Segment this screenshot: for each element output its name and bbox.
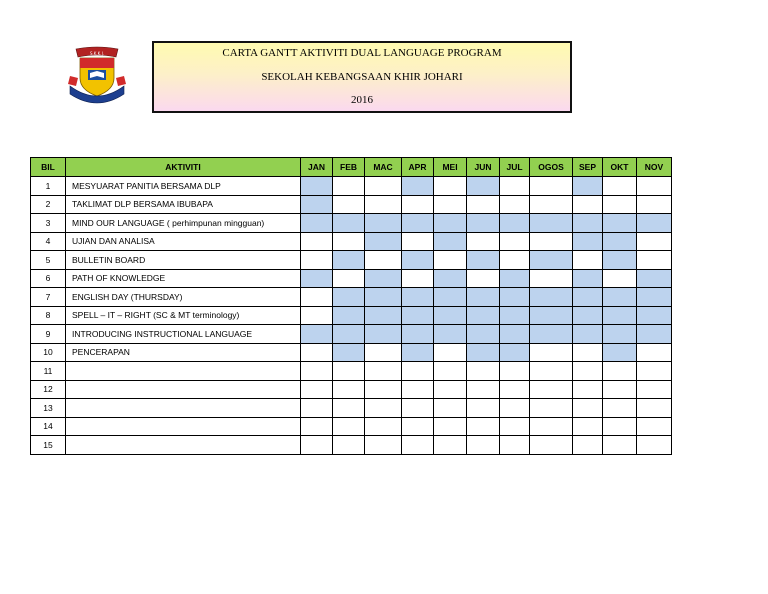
scheduled-month-cell	[530, 251, 573, 270]
activity-name: PENCERAPAN	[66, 343, 301, 362]
scheduled-month-cell	[333, 343, 365, 362]
row-number: 8	[31, 306, 66, 325]
scheduled-month-cell	[365, 288, 402, 307]
month-cell	[365, 343, 402, 362]
scheduled-month-cell	[467, 288, 500, 307]
month-cell	[530, 269, 573, 288]
scheduled-month-cell	[637, 288, 672, 307]
month-cell	[365, 380, 402, 399]
gantt-body	[31, 177, 672, 455]
month-cell	[301, 343, 333, 362]
month-cell	[365, 195, 402, 214]
month-cell	[467, 195, 500, 214]
month-cell	[467, 380, 500, 399]
scheduled-month-cell	[333, 325, 365, 344]
month-cell	[637, 343, 672, 362]
month-cell	[500, 380, 530, 399]
month-cell	[637, 195, 672, 214]
row-number: 1	[31, 177, 66, 196]
activity-name	[66, 436, 301, 455]
month-cell	[603, 399, 637, 418]
month-cell	[603, 269, 637, 288]
scheduled-month-cell	[637, 214, 672, 233]
activity-name	[66, 399, 301, 418]
scheduled-month-cell	[573, 214, 603, 233]
table-row	[31, 269, 672, 288]
month-cell	[637, 251, 672, 270]
scheduled-month-cell	[530, 325, 573, 344]
scheduled-month-cell	[500, 214, 530, 233]
month-cell	[530, 380, 573, 399]
month-cell	[603, 195, 637, 214]
month-cell	[333, 269, 365, 288]
month-cell	[402, 399, 434, 418]
row-number: 9	[31, 325, 66, 344]
table-row	[31, 306, 672, 325]
scheduled-month-cell	[365, 232, 402, 251]
row-number: 15	[31, 436, 66, 455]
month-cell	[402, 269, 434, 288]
scheduled-month-cell	[333, 251, 365, 270]
table-row	[31, 232, 672, 251]
month-cell	[637, 380, 672, 399]
table-row	[31, 436, 672, 455]
month-cell	[333, 195, 365, 214]
month-cell	[603, 417, 637, 436]
activity-name	[66, 362, 301, 381]
row-number: 10	[31, 343, 66, 362]
row-number: 4	[31, 232, 66, 251]
month-cell	[637, 232, 672, 251]
month-cell	[365, 177, 402, 196]
table-row	[31, 195, 672, 214]
month-cell	[530, 177, 573, 196]
row-number: 5	[31, 251, 66, 270]
scheduled-month-cell	[333, 214, 365, 233]
scheduled-month-cell	[402, 325, 434, 344]
column-header-mei: MEI	[434, 158, 467, 177]
scheduled-month-cell	[500, 343, 530, 362]
month-cell	[637, 362, 672, 381]
activity-name: PATH OF KNOWLEDGE	[66, 269, 301, 288]
activity-name: BULLETIN BOARD	[66, 251, 301, 270]
scheduled-month-cell	[365, 214, 402, 233]
scheduled-month-cell	[573, 325, 603, 344]
month-cell	[301, 251, 333, 270]
month-cell	[301, 362, 333, 381]
month-cell	[365, 251, 402, 270]
month-cell	[573, 417, 603, 436]
month-cell	[637, 417, 672, 436]
month-cell	[365, 399, 402, 418]
month-cell	[467, 399, 500, 418]
scheduled-month-cell	[573, 177, 603, 196]
scheduled-month-cell	[301, 177, 333, 196]
activity-name	[66, 380, 301, 399]
month-cell	[402, 436, 434, 455]
scheduled-month-cell	[467, 214, 500, 233]
scheduled-month-cell	[402, 306, 434, 325]
scheduled-month-cell	[402, 343, 434, 362]
month-cell	[637, 436, 672, 455]
month-cell	[333, 399, 365, 418]
scheduled-month-cell	[530, 288, 573, 307]
scheduled-month-cell	[637, 325, 672, 344]
column-header-apr: APR	[402, 158, 434, 177]
column-header-sep: SEP	[573, 158, 603, 177]
month-cell	[603, 177, 637, 196]
month-cell	[500, 232, 530, 251]
month-cell	[500, 177, 530, 196]
month-cell	[530, 436, 573, 455]
column-header-feb: FEB	[333, 158, 365, 177]
month-cell	[434, 343, 467, 362]
month-cell	[434, 362, 467, 381]
month-cell	[301, 436, 333, 455]
table-row	[31, 380, 672, 399]
month-cell	[434, 251, 467, 270]
month-cell	[467, 362, 500, 381]
column-header-nov: NOV	[637, 158, 672, 177]
month-cell	[301, 306, 333, 325]
month-cell	[573, 251, 603, 270]
month-cell	[573, 343, 603, 362]
scheduled-month-cell	[573, 306, 603, 325]
month-cell	[402, 380, 434, 399]
month-cell	[573, 436, 603, 455]
scheduled-month-cell	[573, 288, 603, 307]
month-cell	[603, 380, 637, 399]
column-header-jul: JUL	[500, 158, 530, 177]
document-title: CARTA GANTT AKTIVITI DUAL LANGUAGE PROGRAM	[222, 47, 502, 59]
month-cell	[500, 195, 530, 214]
table-row	[31, 214, 672, 233]
scheduled-month-cell	[467, 251, 500, 270]
row-number: 14	[31, 417, 66, 436]
month-cell	[530, 417, 573, 436]
row-number: 2	[31, 195, 66, 214]
scheduled-month-cell	[603, 288, 637, 307]
scheduled-month-cell	[603, 251, 637, 270]
month-cell	[365, 362, 402, 381]
scheduled-month-cell	[467, 343, 500, 362]
month-cell	[530, 362, 573, 381]
month-cell	[402, 232, 434, 251]
scheduled-month-cell	[301, 325, 333, 344]
table-row	[31, 177, 672, 196]
scheduled-month-cell	[301, 269, 333, 288]
year-label: 2016	[351, 94, 373, 106]
school-logo	[66, 46, 128, 106]
column-header-bil: BIL	[31, 158, 66, 177]
month-cell	[301, 288, 333, 307]
scheduled-month-cell	[365, 325, 402, 344]
scheduled-month-cell	[530, 306, 573, 325]
month-cell	[434, 380, 467, 399]
table-row	[31, 343, 672, 362]
scheduled-month-cell	[467, 325, 500, 344]
scheduled-month-cell	[637, 306, 672, 325]
school-name: SEKOLAH KEBANGSAAN KHIR JOHARI	[261, 71, 463, 83]
month-cell	[530, 232, 573, 251]
month-cell	[434, 177, 467, 196]
month-cell	[573, 399, 603, 418]
month-cell	[530, 195, 573, 214]
scheduled-month-cell	[434, 325, 467, 344]
scheduled-month-cell	[467, 306, 500, 325]
scheduled-month-cell	[500, 288, 530, 307]
month-cell	[333, 232, 365, 251]
gantt-table	[30, 157, 672, 455]
scheduled-month-cell	[434, 269, 467, 288]
month-cell	[500, 399, 530, 418]
column-header-jun: JUN	[467, 158, 500, 177]
month-cell	[434, 436, 467, 455]
table-row	[31, 288, 672, 307]
activity-name: MIND OUR LANGUAGE ( perhimpunan mingguan)	[66, 214, 301, 233]
month-cell	[402, 362, 434, 381]
month-cell	[434, 195, 467, 214]
scheduled-month-cell	[434, 288, 467, 307]
month-cell	[467, 436, 500, 455]
scheduled-month-cell	[573, 269, 603, 288]
scheduled-month-cell	[434, 306, 467, 325]
activity-name: SPELL – IT – RIGHT (SC & MT terminology)	[66, 306, 301, 325]
activity-name: INTRODUCING INSTRUCTIONAL LANGUAGE	[66, 325, 301, 344]
scheduled-month-cell	[301, 214, 333, 233]
scheduled-month-cell	[365, 269, 402, 288]
month-cell	[500, 362, 530, 381]
scheduled-month-cell	[530, 214, 573, 233]
scheduled-month-cell	[603, 306, 637, 325]
logo-lettering: S.K.K.J.	[89, 51, 105, 56]
scheduled-month-cell	[333, 306, 365, 325]
month-cell	[301, 232, 333, 251]
table-row	[31, 362, 672, 381]
row-number: 12	[31, 380, 66, 399]
scheduled-month-cell	[500, 325, 530, 344]
column-header-okt: OKT	[603, 158, 637, 177]
month-cell	[467, 269, 500, 288]
month-cell	[301, 380, 333, 399]
month-cell	[500, 417, 530, 436]
scheduled-month-cell	[637, 269, 672, 288]
scheduled-month-cell	[573, 232, 603, 251]
scheduled-month-cell	[434, 232, 467, 251]
column-header-aktiviti: AKTIVITI	[66, 158, 301, 177]
month-cell	[333, 177, 365, 196]
row-number: 3	[31, 214, 66, 233]
month-cell	[333, 380, 365, 399]
scheduled-month-cell	[467, 177, 500, 196]
month-cell	[500, 251, 530, 270]
table-row	[31, 251, 672, 270]
title-box	[152, 41, 572, 113]
activity-name: ENGLISH DAY (THURSDAY)	[66, 288, 301, 307]
scheduled-month-cell	[603, 232, 637, 251]
month-cell	[333, 362, 365, 381]
month-cell	[333, 417, 365, 436]
column-header-mac: MAC	[365, 158, 402, 177]
month-cell	[637, 399, 672, 418]
month-cell	[573, 195, 603, 214]
month-cell	[365, 417, 402, 436]
scheduled-month-cell	[301, 195, 333, 214]
activity-name: MESYUARAT PANITIA BERSAMA DLP	[66, 177, 301, 196]
scheduled-month-cell	[402, 214, 434, 233]
month-cell	[301, 399, 333, 418]
table-row	[31, 399, 672, 418]
scheduled-month-cell	[603, 325, 637, 344]
scheduled-month-cell	[365, 306, 402, 325]
month-cell	[603, 362, 637, 381]
month-cell	[467, 232, 500, 251]
month-cell	[402, 195, 434, 214]
month-cell	[637, 177, 672, 196]
scheduled-month-cell	[500, 269, 530, 288]
scheduled-month-cell	[500, 306, 530, 325]
scheduled-month-cell	[603, 343, 637, 362]
table-row	[31, 417, 672, 436]
month-cell	[434, 399, 467, 418]
header-row	[31, 158, 672, 177]
column-header-ogos: OGOS	[530, 158, 573, 177]
activity-name	[66, 417, 301, 436]
month-cell	[402, 417, 434, 436]
scheduled-month-cell	[402, 251, 434, 270]
column-header-jan: JAN	[301, 158, 333, 177]
month-cell	[603, 436, 637, 455]
table-row	[31, 325, 672, 344]
activity-name: TAKLIMAT DLP BERSAMA IBUBAPA	[66, 195, 301, 214]
row-number: 6	[31, 269, 66, 288]
month-cell	[467, 417, 500, 436]
month-cell	[333, 436, 365, 455]
scheduled-month-cell	[603, 214, 637, 233]
month-cell	[301, 417, 333, 436]
row-number: 11	[31, 362, 66, 381]
scheduled-month-cell	[434, 214, 467, 233]
row-number: 13	[31, 399, 66, 418]
month-cell	[434, 417, 467, 436]
month-cell	[530, 343, 573, 362]
scheduled-month-cell	[333, 288, 365, 307]
month-cell	[365, 436, 402, 455]
month-cell	[573, 362, 603, 381]
month-cell	[573, 380, 603, 399]
scheduled-month-cell	[402, 177, 434, 196]
month-cell	[500, 436, 530, 455]
row-number: 7	[31, 288, 66, 307]
scheduled-month-cell	[402, 288, 434, 307]
activity-name: UJIAN DAN ANALISA	[66, 232, 301, 251]
month-cell	[530, 399, 573, 418]
